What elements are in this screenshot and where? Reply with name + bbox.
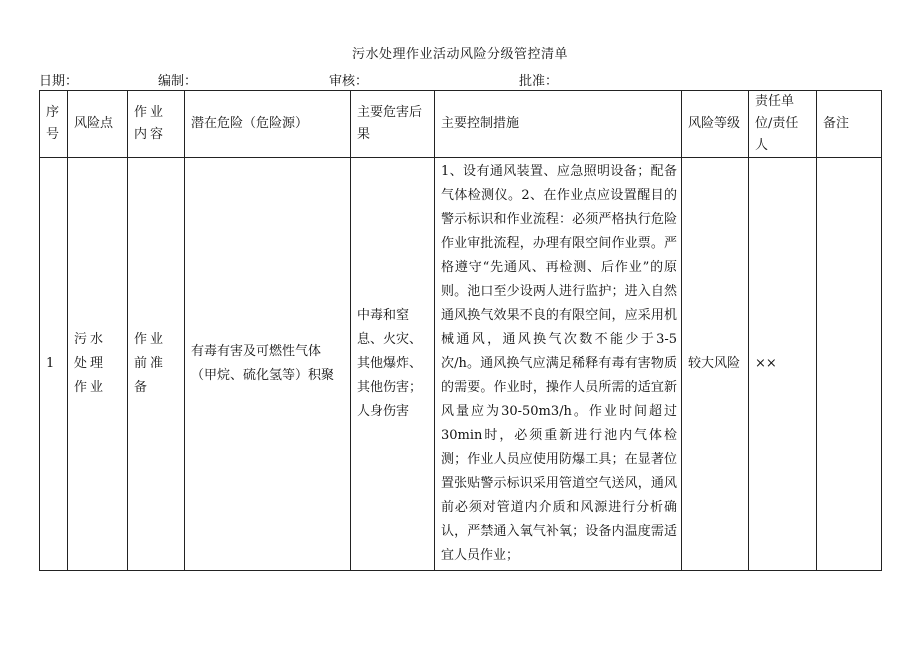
cell-content: 作业前准备 [128,158,185,571]
table-header-row [40,91,882,158]
header-measures: 主要控制措施 [435,91,682,158]
header-content: 作业内容 [128,91,185,158]
header-consequence: 主要危害后果 [351,91,435,158]
cell-consequence: 中毒和窒息、火灾、其他爆炸、其他伤害；人身伤害 [351,158,435,571]
editor-label: 编制： [158,74,198,89]
header-no: 序号 [40,91,68,158]
header-remark: 备注 [817,91,882,158]
header-risk-point: 风险点 [68,91,128,158]
cell-risk-point: 污水处理作业 [68,158,128,571]
reviewer-label: 审核： [329,74,369,89]
approver-label: 批准： [519,74,559,89]
risk-control-table [39,90,882,571]
header-owner: 责任单位/责任人 [749,91,817,158]
cell-level: 较大风险 [682,158,749,571]
date-label: 日期： [39,74,79,89]
table-row [40,158,882,571]
page-title: 污水处理作业活动风险分级管控清单 [351,47,568,62]
header-hazard: 潜在危险（危险源） [185,91,351,158]
cell-hazard: 有毒有害及可燃性气体（甲烷、硫化氢等）积聚 [185,158,351,571]
cell-measures: 1、设有通风装置、应急照明设备；配备气体检测仪。2、在作业点应设置醒目的警示标识和作业流程：必须严格执行危险作业审批流程，办理有限空间作业票。严格遵守“先通风、再检测、后作业”的原则。池口至少设两人进行监护；进入自然通风换气效果不良的有限空间，应采用机械通风，通风换气次数不能少于3-5次/h。通风换气应满足稀释有毒有害物质的需要。作业时，操作人员所需的适宜新风量应为30-50m3/h。作业时间超过30min时，必须重新进行池内气体检测；作业人员应使用防爆工具；在显著位置张贴警示标识采用管道空气送风，通风前必须对管道内介质和风源进行分析确认，严禁通入氧气补氧；设备内温度需适宜人员作业； [435,158,682,571]
cell-owner: ×× [749,158,817,571]
cell-remark [817,158,882,571]
cell-no: 1 [40,158,68,571]
header-level: 风险等级 [682,91,749,158]
